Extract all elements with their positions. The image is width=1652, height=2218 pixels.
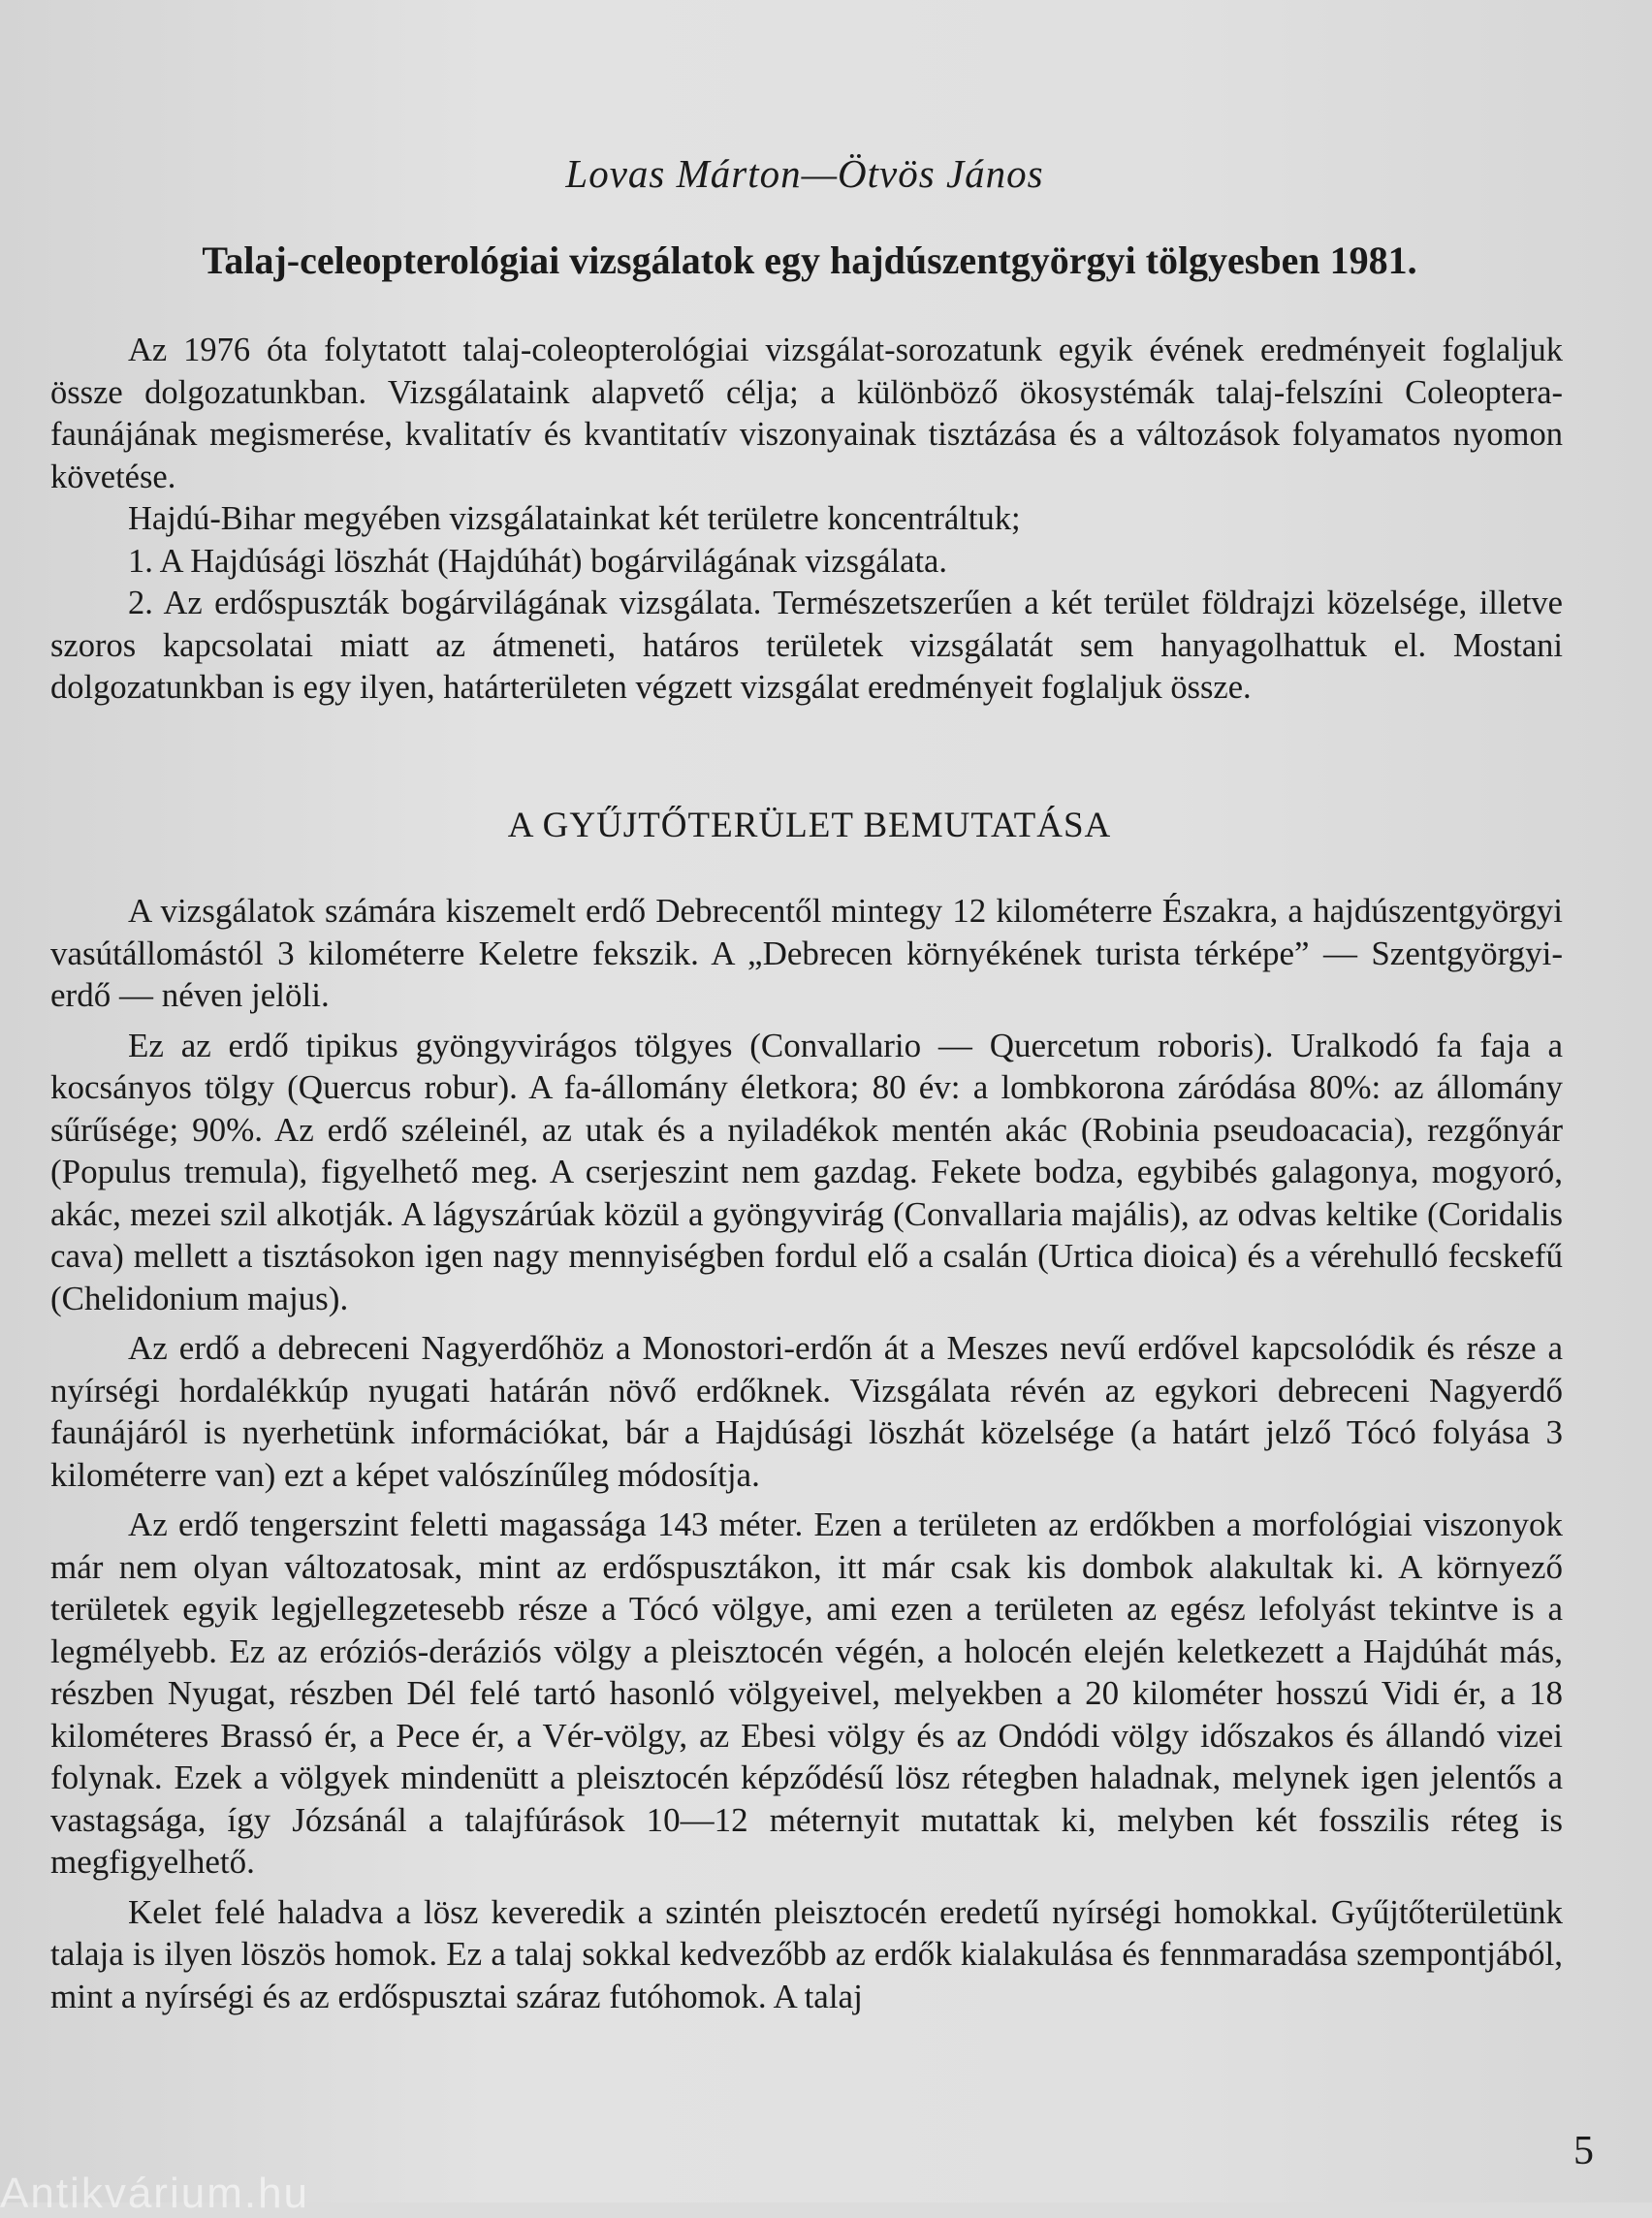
body-paragraph: A vizsgálatok számára kiszemelt erdő Debrecentől mintegy 12 kilométerre Északra, a hajdúszentgyörgyi vasútállomástól 3 kilométerre Keletre fekszik. A „Debrecen környékének turista térképe” — Szentgyörgyi-erdő — néven jelöli. <box>50 892 1563 1014</box>
page-number: 5 <box>1573 2129 1594 2173</box>
body-section <box>50 890 1563 2017</box>
intro-list-item: 2. Az erdőspuszták bogárvilágának vizsgálata. Természetszerűen a két terület földrajzi közelsége, illetve szoros kapcsolatai miatt az átmeneti, határos területek vizsgálatát sem hanyagolhattuk el. Mostani dolgozatunkban is egy ilyen, határterületen végzett vizsgálat eredményeit foglaljuk össze. <box>50 585 1563 706</box>
intro-paragraph: Az 1976 óta folytatott talaj-coleopterológiai vizsgálat-sorozatunk egyik évének eredményeit foglaljuk össze dolgozatunkban. Vizsgálataink alapvető célja; a különböző ökosystémák talaj-felszíni Coleoptera-faunájának megismerése, kvalitatív és kvantitatív viszonyainak tisztázása és a változások folyamatos nyomon követése. <box>50 332 1563 495</box>
section-heading: A GYŰJTŐTERÜLET BEMUTATÁSA <box>507 806 1112 845</box>
intro-paragraph: Hajdú-Bihar megyében vizsgálatainkat két területre koncentráltuk; <box>128 500 1021 537</box>
intro-section <box>50 330 1563 710</box>
watermark: Antikvárium.hu <box>0 2170 310 2217</box>
body-paragraph: Az erdő tengerszint feletti magassága 143 méter. Ezen a területen az erdőkben a morfológiai viszonyok már nem olyan változatosak, mint az erdőspusztákon, itt már csak kis dombok alakultak ki. A környező területek egyik legjellegzetesebb része a Tócó völgye, ami ezen a területen az egész lefolyást tekintve is a legmélyebb. Ez az eróziós-deráziós völgy a pleisztocén végén, a holocén elején keletkezett a Hajdúhát más, részben Nyugat, részben Dél felé tartó hasonló völgyeivel, melyekben a 20 kilométer hosszú Vidi ér, a 18 kilométeres Brassó ér, a Pece ér, a Vér-völgy, az Ebesi völgy és az Ondódi völgy időszakos és állandó vizei folynak. Ezek a völgyek mindenütt a pleisztocén képződésű lösz rétegben haladnak, melynek igen jelentős a vastagsága, így Józsánál a talajfúrások 10—12 méternyit mutattak ki, melyben két fosszilis réteg is megfigyelhető. <box>50 1505 1563 1881</box>
paper-title: Talaj-celeopterológiai vizsgálatok egy hajdúszentgyörgyi tölgyesben 1981. <box>202 238 1417 282</box>
intro-list-item: 1. A Hajdúsági löszhát (Hajdúhát) bogárvilágának vizsgálata. <box>128 542 947 580</box>
authors: Lovas Márton—Ötvös János <box>565 151 1044 196</box>
body-paragraph: Kelet felé haladva a lösz keveredik a szintén pleisztocén eredetű nyírségi homokkal. Gyűjtőterületünk talaja is ilyen löszös homok. Ez a talaj sokkal kedvezőbb az erdők kialakulása és fennmaradása szempontjából, mint a nyírségi és az erdőspusztai száraz futóhomok. A talaj <box>50 1892 1563 2015</box>
body-paragraph: Az erdő a debreceni Nagyerdőhöz a Monostori-erdőn át a Meszes nevű erdővel kapcsolódik és része a nyírségi hordalékkúp nyugati határán növő erdőknek. Vizsgálata révén az egykori debreceni Nagyerdő faunájáról is nyerhetünk információkat, bár a Hajdúsági löszhát közelsége (a határt jelző Tócó folyása 3 kilométerre van) ezt a képet valószínűleg módosítja. <box>50 1329 1563 1494</box>
body-paragraph: Ez az erdő tipikus gyöngyvirágos tölgyes (Convallario — Quercetum roboris). Uralkodó fa faja a kocsányos tölgy (Quercus robur). A fa-állomány életkora; 80 év: a lombkorona záródása 80%: az állomány sűrűsége; 90%. Az erdő széleinél, az utak és a nyiladékok mentén akác (Robinia pseudoacacia), rezgőnyár (Populus tremula), figyelhető meg. A cserjeszint nem gazdag. Fekete bodza, egybibés galagonya, mogyoró, akác, mezei szil alkotják. A lágyszárúak közül a gyöngyvirág (Convallaria majális), az odvas keltike (Coridalis cava) mellett a tisztásokon igen nagy mennyiségben fordul elő a csalán (Urtica dioica) és a vérehulló fecskefű (Chelidonium majus). <box>50 1026 1563 1317</box>
